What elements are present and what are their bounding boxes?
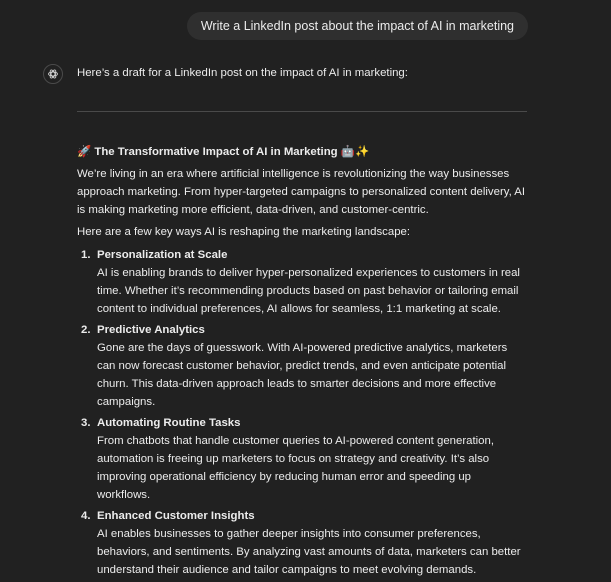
- rocket-emoji: 🚀: [77, 146, 92, 158]
- list-item: [77, 507, 527, 579]
- list-number: 1.: [81, 249, 91, 261]
- list-item: [77, 246, 527, 318]
- list-item: [77, 321, 527, 411]
- list-item-title: Enhanced Customer Insights: [97, 510, 255, 522]
- assistant-intro: Here’s a draft for a LinkedIn post on the impact of AI in marketing:: [77, 67, 408, 79]
- assistant-message: [77, 64, 527, 582]
- post-paragraph-intro: We’re living in an era where artificial intelligence is revolutionizing the way businesses approach marketing. From hyper-targeted campaigns to personalized content delivery, AI is making marketing more efficient, data-driven, and customer-centric.: [77, 168, 526, 216]
- list-item-title: Personalization at Scale: [97, 249, 228, 261]
- list-item-body: Gone are the days of guesswork. With AI-powered predictive analytics, marketers can now forecast customer behavior, predict trends, and even anticipate potential churn. This data-driven approach leads to smarter decisions and more effective campaigns.: [97, 342, 508, 408]
- list-item-body: AI is enabling brands to deliver hyper-personalized experiences to customers in real time. Whether it’s recommending products based on past behavior or tailoring email content to individual preferences, AI allows for seamless, 1:1 marketing at scale.: [97, 267, 520, 315]
- post-title: [77, 143, 527, 161]
- post-paragraph-lead: Here are a few key ways AI is reshaping the marketing landscape:: [77, 226, 411, 238]
- list-item-title: Automating Routine Tasks: [97, 417, 241, 429]
- list-number: 4.: [81, 510, 91, 522]
- key-points-list: [77, 246, 527, 579]
- robot-sparkles-emoji: 🤖✨: [340, 146, 370, 158]
- list-item-body: AI enables businesses to gather deeper insights into consumer preferences, behaviors, and sentiments. By analyzing vast amounts of data, marketers can better understand their audience and tailor campaigns to meet evolving demands.: [97, 528, 521, 576]
- list-item: [77, 414, 527, 504]
- list-number: 2.: [81, 324, 91, 336]
- post-title-text: The Transformative Impact of AI in Marketing: [94, 146, 338, 158]
- user-message-row: [187, 12, 528, 40]
- divider: [77, 111, 527, 112]
- list-item-body: From chatbots that handle customer queries to AI-powered content generation, automation is freeing up marketers to focus on strategy and creativity. It’s also improving operational efficiency by reducing human error and speeding up workflows.: [97, 435, 495, 501]
- user-message-bubble: Write a LinkedIn post about the impact of AI in marketing: [187, 12, 528, 40]
- openai-logo-icon: [43, 64, 63, 84]
- list-number: 3.: [81, 417, 91, 429]
- list-item-title: Predictive Analytics: [97, 324, 205, 336]
